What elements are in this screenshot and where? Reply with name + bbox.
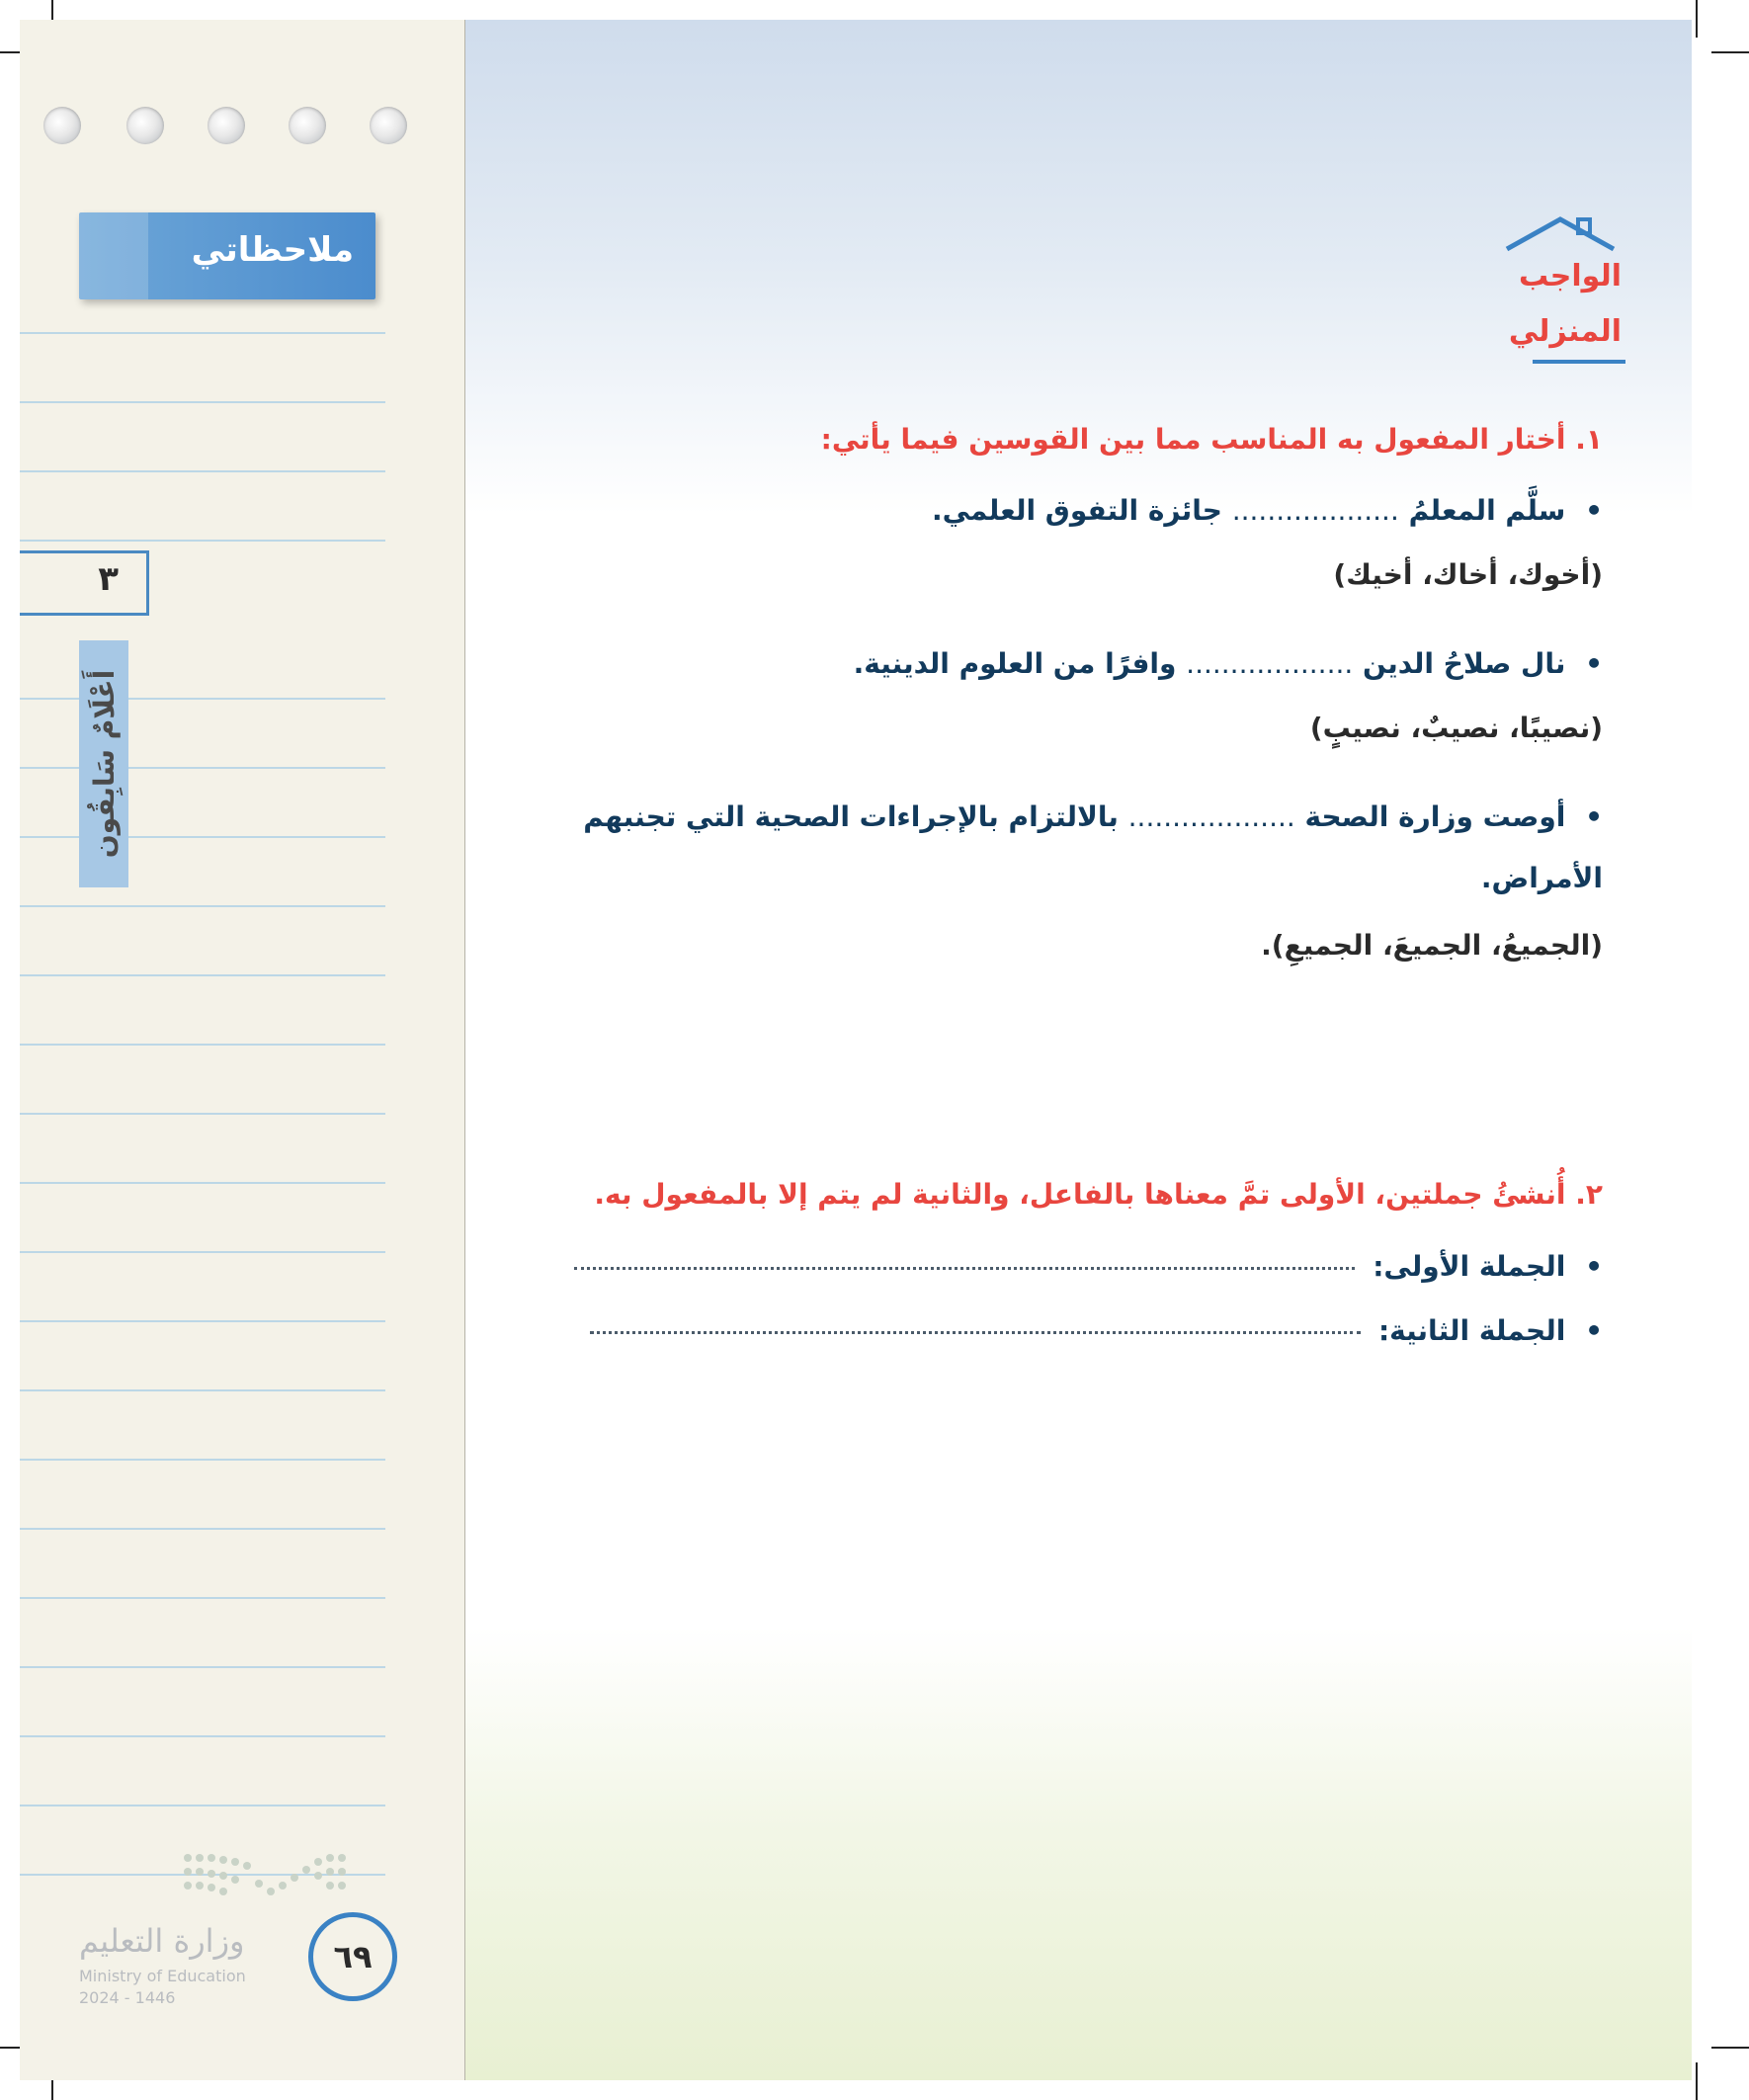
crop-mark: [1711, 51, 1749, 53]
ruled-line: [20, 1666, 385, 1668]
ruled-line: [20, 1113, 385, 1115]
page-number-circle: [308, 1912, 397, 2001]
binder-hole: [289, 107, 326, 144]
ruled-line: [20, 905, 385, 907]
ruled-line: [20, 540, 385, 542]
ruled-line: [20, 1251, 385, 1253]
binder-hole: [208, 107, 245, 144]
binder-hole: [370, 107, 407, 144]
q1-item-3-after: بالالتزام بالإجراءات الصحية التي تجنبهم: [583, 800, 1119, 833]
ruled-line: [20, 1044, 385, 1046]
ruled-line: [20, 1597, 385, 1599]
q1-item-3-choices: (الجميعُ، الجميعَ، الجميعِ).: [1261, 929, 1603, 962]
q2-second-sentence: [590, 1314, 1603, 1347]
homework-line2: المنزلي: [1508, 314, 1622, 349]
q1-item-1-before: سلَّم المعلمُ: [1408, 494, 1566, 527]
q1-item-2-choices: (نصيبًا، نصيبٌ، نصيبٍ): [1309, 712, 1603, 744]
q1-item-2-before: نال صلاحُ الدين: [1363, 647, 1566, 680]
binder-hole: [43, 107, 81, 144]
unit-title: أَعْلَامٌ سَابِقُون: [88, 669, 121, 859]
q1-item-2-blank[interactable]: ...................: [1186, 647, 1354, 680]
logo-english-name: Ministry of Education: [79, 1967, 246, 1985]
bullet: •: [1585, 800, 1603, 833]
homework-line1: الواجب: [1518, 259, 1622, 294]
q1-item-2-after: وافرًا من العلوم الدينية.: [853, 647, 1177, 680]
notes-tab: [79, 212, 375, 299]
ruled-line: [20, 1320, 385, 1322]
q1-item-3-before: أوصت وزارة الصحة: [1304, 800, 1566, 833]
question-1-title: ١. أختار المفعول به المناسب مما بين القوسين فيما يأتي:: [820, 423, 1603, 456]
q1-item-3-continuation: الأمراض.: [1480, 862, 1603, 894]
ruled-line: [20, 470, 385, 472]
q1-item-1-choices: (أخوك، أخاك، أخيك): [1333, 558, 1603, 591]
unit-number: ٣: [98, 559, 119, 599]
ministry-logo: [79, 1848, 316, 2007]
crop-mark: [1696, 2062, 1698, 2100]
ruled-line: [20, 767, 385, 769]
bullet: •: [1585, 494, 1603, 527]
q2-second-answer-line[interactable]: [590, 1331, 1361, 1334]
ruled-line: [20, 1459, 385, 1461]
page-number: ٦٩: [333, 1938, 373, 1975]
unit-title-ribbon: [79, 640, 128, 887]
q1-item-1-blank[interactable]: ...................: [1231, 494, 1399, 527]
ruled-line: [20, 1735, 385, 1737]
bullet: •: [1585, 1314, 1603, 1347]
q2-first-label: الجملة الأولى:: [1373, 1250, 1566, 1283]
ruled-line: [20, 974, 385, 976]
ruled-line: [20, 836, 385, 838]
unit-number-box: [20, 550, 149, 616]
ruled-line: [20, 1805, 385, 1806]
homework-badge: [1454, 215, 1631, 374]
ruled-line: [20, 1389, 385, 1391]
ruled-line: [20, 1182, 385, 1184]
binder-hole: [126, 107, 164, 144]
notes-label: ملاحظاتي: [191, 230, 354, 270]
textbook-page: [20, 20, 1692, 2080]
q2-first-answer-line[interactable]: [574, 1267, 1355, 1270]
q1-item-1-after: جائزة التفوق العلمي.: [931, 494, 1222, 527]
house-icon: [1501, 215, 1620, 255]
logo-year: 2024 - 1446: [79, 1988, 176, 2007]
q1-item-2: [854, 647, 1603, 680]
crop-mark: [1696, 0, 1698, 38]
q2-first-sentence: [574, 1250, 1603, 1283]
q1-item-3-blank[interactable]: ...................: [1127, 800, 1295, 833]
q2-second-label: الجملة الثانية:: [1377, 1314, 1566, 1347]
tab-shade: [79, 212, 148, 299]
bullet: •: [1585, 1250, 1603, 1283]
q1-item-3: [583, 800, 1603, 833]
ruled-line: [20, 1528, 385, 1530]
ruled-line: [20, 401, 385, 403]
ruled-line: [20, 332, 385, 334]
logo-dots-icon: [178, 1848, 356, 1917]
crop-mark: [1711, 2047, 1749, 2049]
question-2-title: ٢. أُنشئُ جملتين، الأولى تمَّ معناها بالفاعل، والثانية لم يتم إلا بالمفعول به.: [594, 1178, 1603, 1211]
bullet: •: [1585, 647, 1603, 680]
notes-panel: [20, 20, 465, 2080]
q1-item-1: [932, 494, 1603, 527]
ruled-line: [20, 698, 385, 700]
homework-underline: [1533, 360, 1625, 364]
logo-arabic-name: وزارة التعليم: [79, 1922, 245, 1960]
main-content: [465, 20, 1692, 2080]
